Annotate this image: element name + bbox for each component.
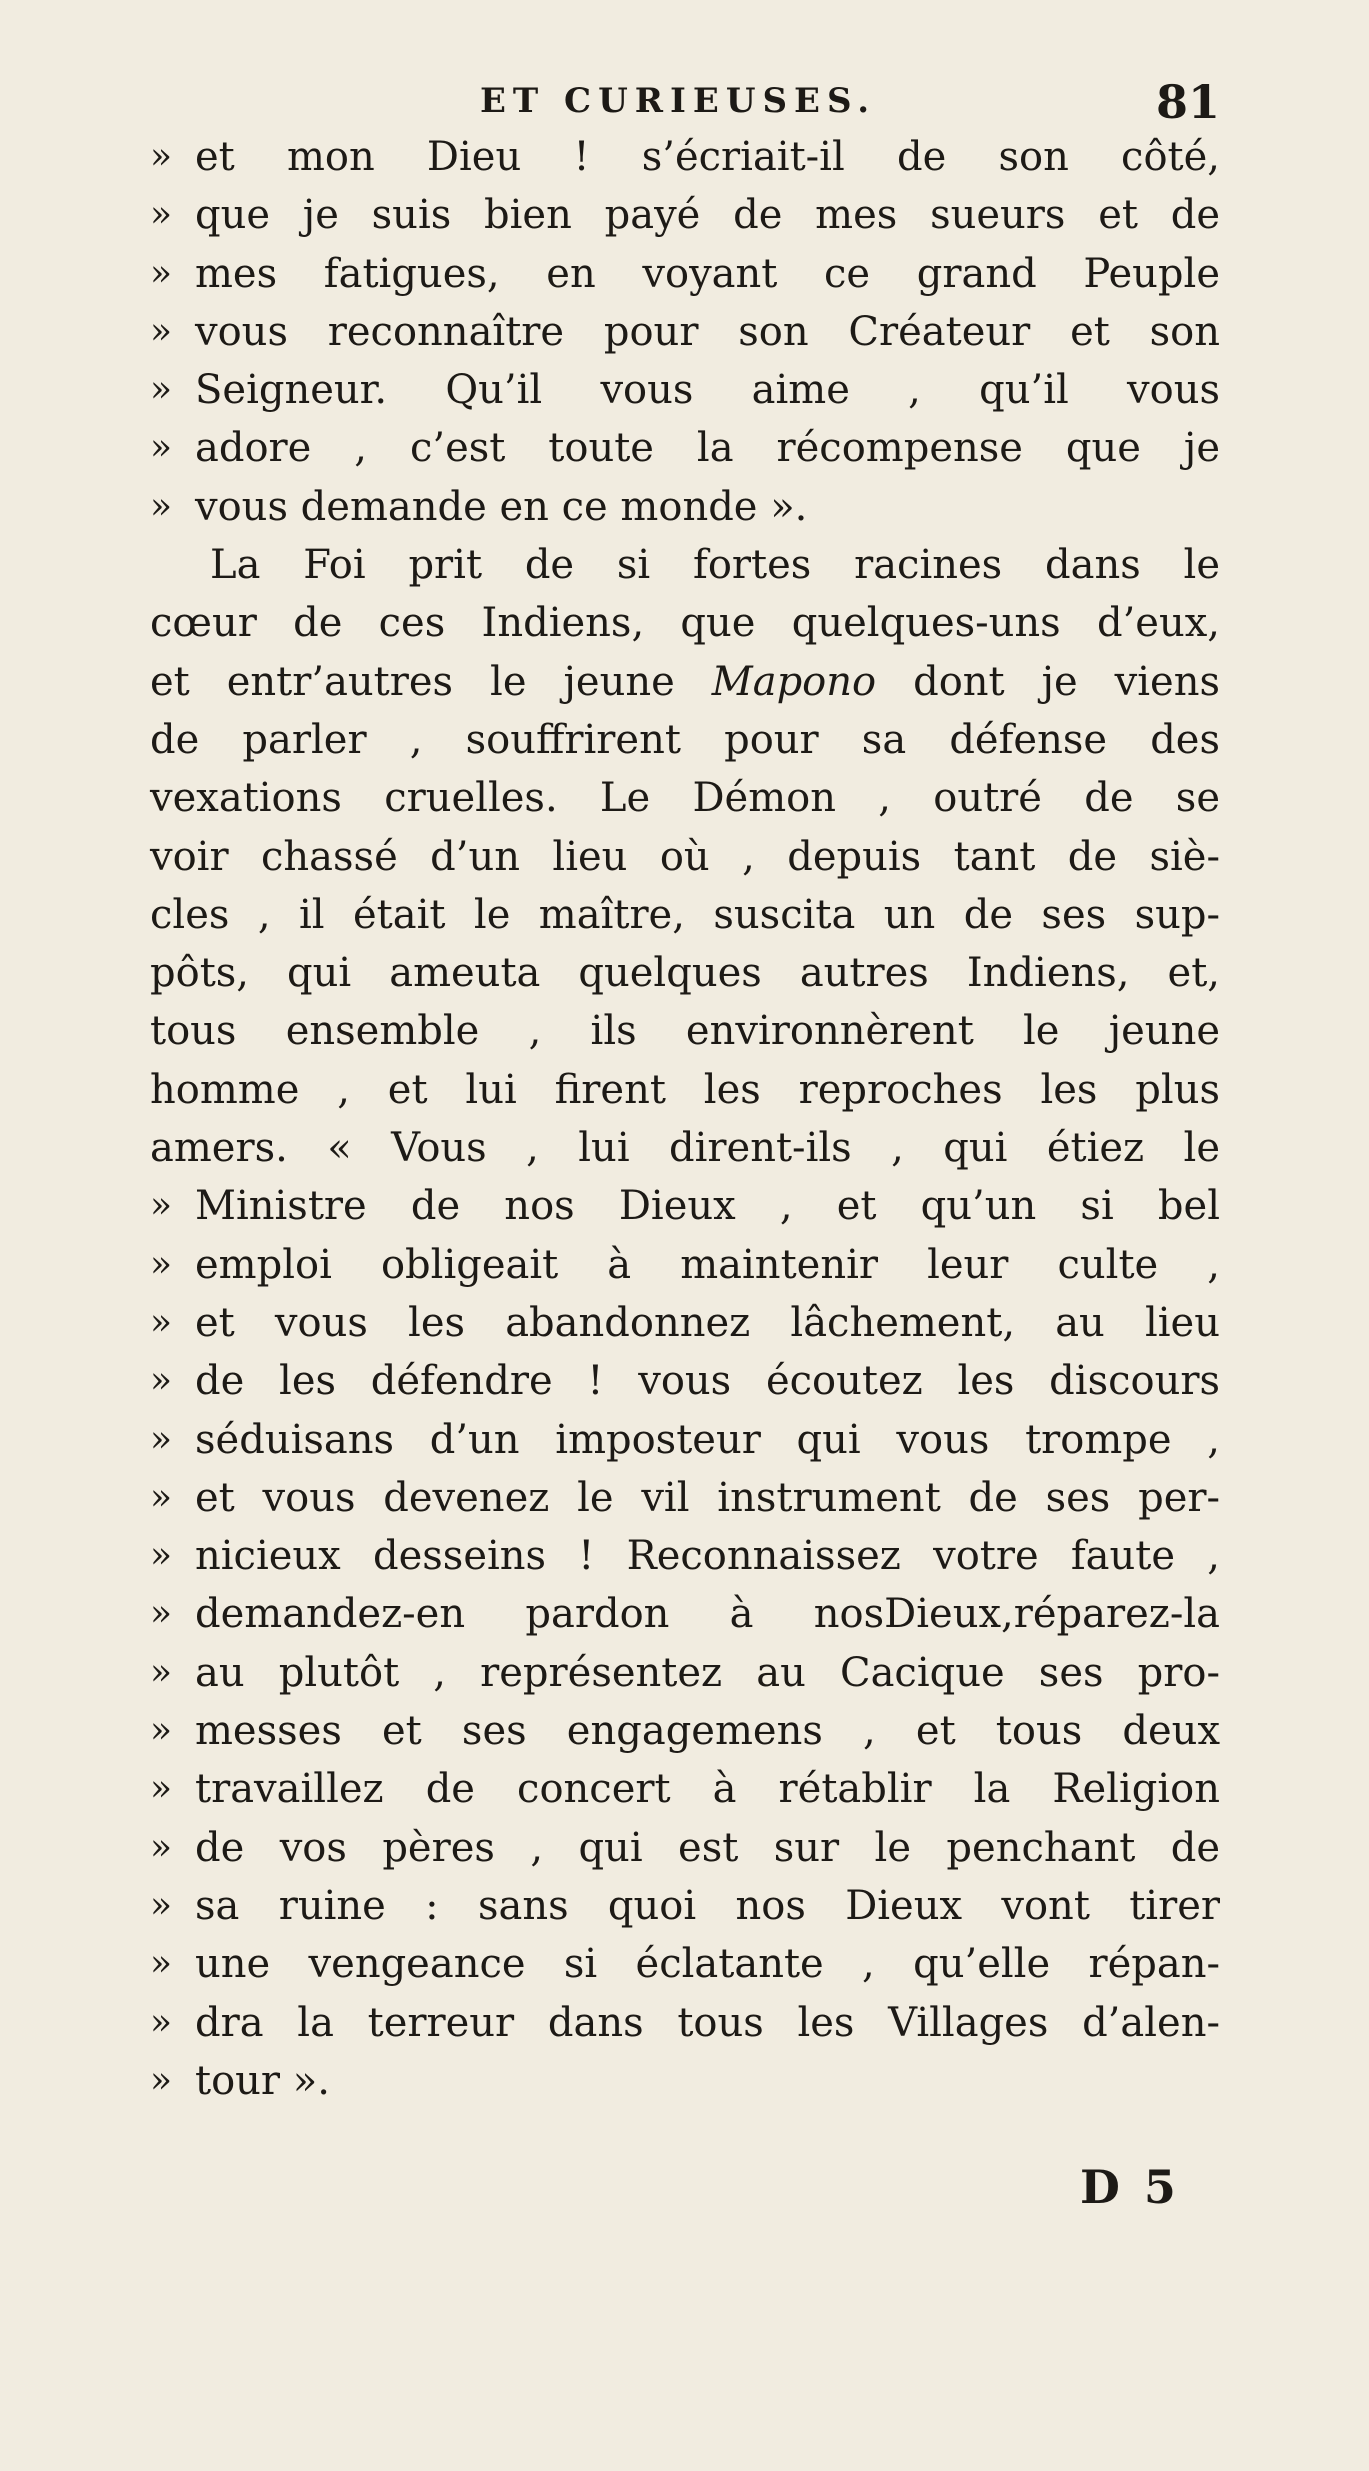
quote-mark: » (150, 369, 173, 411)
text-line (150, 1119, 1220, 1177)
line-text: mes fatigues, en voyant ce grand Peuple (195, 250, 1220, 297)
text-line (150, 478, 1220, 536)
line-text: emploi obligeait à maintenir leur culte , (195, 1241, 1220, 1288)
line-text: Seigneur. Qu’il vous aime , qu’il vous (195, 367, 1220, 414)
quote-mark: » (150, 1185, 173, 1227)
text-line (150, 1760, 1220, 1818)
text-line (150, 1352, 1220, 1410)
line-text: et vous les abandonnez lâchement, au lieu (195, 1299, 1220, 1346)
text-line (150, 536, 1220, 594)
text-line (150, 1061, 1220, 1119)
text-line (150, 419, 1220, 477)
quote-mark: » (150, 1535, 173, 1577)
text-line (150, 1236, 1220, 1294)
text-line (150, 303, 1220, 361)
quote-mark: » (150, 1301, 173, 1343)
text-line (150, 1177, 1220, 1235)
quote-mark: » (150, 1884, 173, 1926)
line-text: cœur de ces Indiens, que quelques-uns d’eux, (150, 600, 1220, 647)
text-line (150, 653, 1220, 711)
page-number: 81 (1155, 75, 1220, 129)
quote-mark: » (150, 1710, 173, 1752)
quote-mark: » (150, 1593, 173, 1635)
text-line (150, 361, 1220, 419)
line-text: La Foi prit de si fortes racines dans le (210, 542, 1220, 589)
line-text: tous ensemble , ils environnèrent le jeune (150, 1008, 1220, 1055)
line-text: homme , et lui firent les reproches les plus (150, 1066, 1220, 1113)
line-text: nicieux desseins ! Reconnaissez votre faute , (195, 1533, 1220, 1580)
quote-mark: » (150, 310, 173, 352)
text-line (150, 828, 1220, 886)
signature-mark: D 5 (1080, 2160, 1180, 2214)
line-text-before: et entr’autres le jeune (150, 658, 712, 705)
quote-mark: » (150, 1360, 173, 1402)
text-line (150, 1294, 1220, 1352)
line-text: de parler , souffrirent pour sa défense des (150, 716, 1220, 763)
quote-mark: » (150, 1243, 173, 1285)
line-text: que je suis bien payé de mes sueurs et de (195, 192, 1220, 239)
text-line (150, 245, 1220, 303)
text-line (150, 186, 1220, 244)
text-line (150, 711, 1220, 769)
text-line (150, 1527, 1220, 1585)
line-text: messes et ses engagemens , et tous deux (195, 1708, 1220, 1755)
line-text: une vengeance si éclatante , qu’elle répan- (195, 1941, 1220, 1988)
text-line (150, 1002, 1220, 1060)
quote-mark: » (150, 2059, 173, 2101)
text-line (150, 769, 1220, 827)
text-line (150, 1585, 1220, 1643)
quote-mark: » (150, 194, 173, 236)
text-line (150, 594, 1220, 652)
page-header (480, 75, 1220, 129)
line-text: au plutôt , représentez au Cacique ses pro- (195, 1649, 1220, 1696)
line-text: cles , il était le maître, suscita un de ses sup- (150, 891, 1220, 938)
line-text: travaillez de concert à rétablir la Religion (195, 1766, 1220, 1813)
line-text: de vos pères , qui est sur le penchant de (195, 1824, 1220, 1871)
quote-mark: » (150, 1418, 173, 1460)
text-line (150, 1819, 1220, 1877)
line-text: tour ». (195, 2057, 330, 2104)
line-text: adore , c’est toute la récompense que je (195, 425, 1220, 472)
line-text: vous demande en ce monde ». (195, 483, 808, 530)
text-line (150, 1994, 1220, 2052)
line-text: vous reconnaître pour son Créateur et son (195, 308, 1220, 355)
quote-mark: » (150, 485, 173, 527)
line-text: et mon Dieu ! s’écriait-il de son côté, (195, 134, 1220, 180)
body-text (150, 128, 1220, 2110)
line-text: séduisans d’un imposteur qui vous trompe , (195, 1416, 1220, 1463)
quote-mark: » (150, 1768, 173, 1810)
line-text: et vous devenez le vil instrument de ses per- (195, 1474, 1220, 1521)
line-text: de les défendre ! vous écoutez les discours (195, 1358, 1220, 1405)
text-line (150, 2052, 1220, 2110)
text-line (150, 886, 1220, 944)
quote-mark: » (150, 1943, 173, 1985)
text-line (150, 1644, 1220, 1702)
quote-mark: » (150, 136, 173, 177)
running-title: ET CURIEUSES. (480, 81, 877, 121)
line-text: dra la terreur dans tous les Villages d’alen- (195, 1999, 1220, 2046)
text-line (150, 1877, 1220, 1935)
quote-mark: » (150, 1651, 173, 1693)
quote-mark: » (150, 427, 173, 469)
text-line (150, 1469, 1220, 1527)
line-text-after: dont je viens (876, 658, 1221, 705)
line-text: pôts, qui ameuta quelques autres Indiens, et, (150, 950, 1220, 997)
text-line (150, 1411, 1220, 1469)
quote-mark: » (150, 2001, 173, 2043)
line-text: Ministre de nos Dieux , et qu’un si bel (195, 1183, 1220, 1230)
text-line (150, 1935, 1220, 1993)
line-text: vexations cruelles. Le Démon , outré de se (150, 775, 1220, 822)
line-text: voir chassé d’un lieu où , depuis tant de siè- (150, 833, 1220, 880)
italic-name: Mapono (711, 658, 877, 705)
line-text: demandez-en pardon à nosDieux,réparez-la (195, 1591, 1220, 1638)
text-line (150, 944, 1220, 1002)
quote-mark: » (150, 1826, 173, 1868)
text-line (150, 1702, 1220, 1760)
text-line (150, 128, 1220, 186)
quote-mark: » (150, 252, 173, 294)
line-text: amers. « Vous , lui dirent-ils , qui étiez le (150, 1125, 1220, 1172)
quote-mark: » (150, 1476, 173, 1518)
line-text: sa ruine : sans quoi nos Dieux vont tirer (195, 1882, 1220, 1929)
